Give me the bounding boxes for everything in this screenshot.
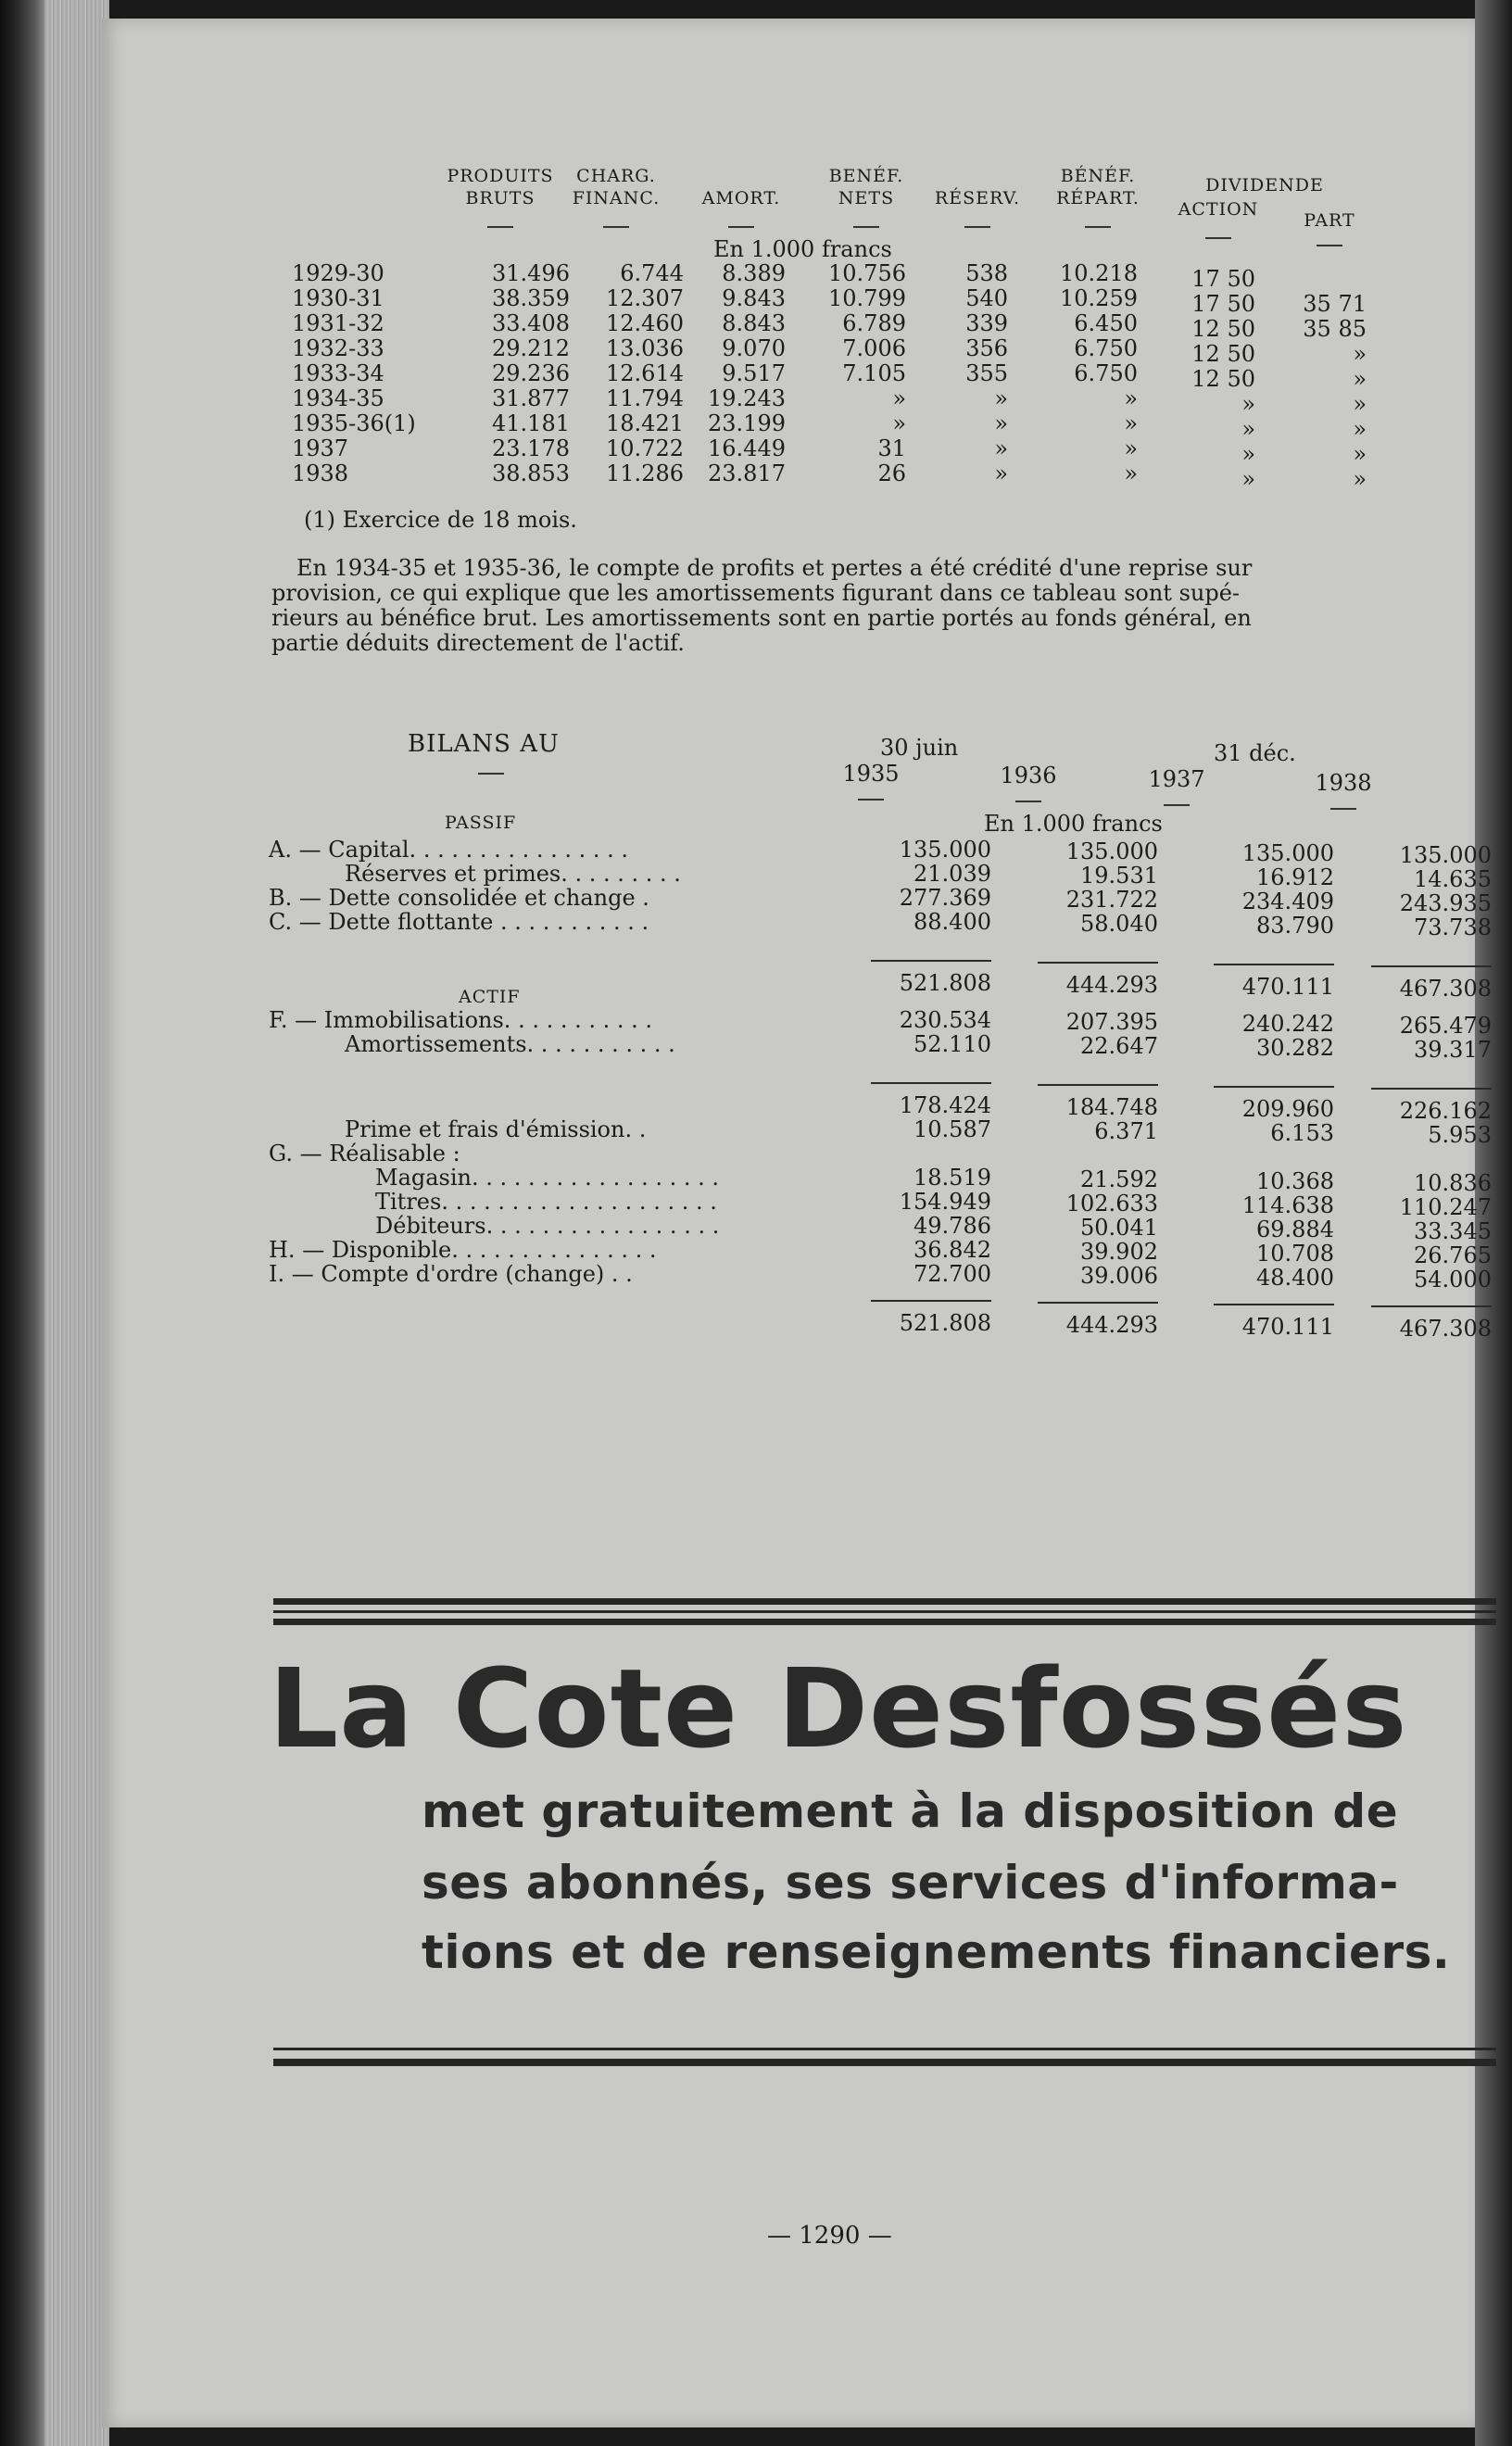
table-cell: 6.744 — [620, 260, 684, 286]
header-dash — [964, 226, 990, 228]
bilan-row-label: Débiteurs. . . . . . . . . . . . . . . . . — [375, 1213, 720, 1239]
paragraph-line: provision, ce qui explique que les amortissements figurant dans ce tableau sont supé- — [271, 580, 1241, 606]
table-cell: » — [1353, 391, 1367, 417]
table-row-year: 1930-31 — [292, 285, 384, 311]
bottom-thick-rule — [273, 2059, 1496, 2066]
table-cell: 17 50 — [1191, 291, 1255, 317]
header-dash — [603, 226, 629, 228]
bilan-cell: 265.479 — [1399, 1013, 1492, 1039]
year-dash — [1330, 808, 1356, 810]
bilan-cell: 39.006 — [1080, 1263, 1158, 1289]
total-cell: 470.111 — [1241, 974, 1334, 1000]
total-rule — [871, 960, 991, 962]
bilan-cell: 72.700 — [914, 1261, 991, 1287]
table-cell: 11.794 — [606, 385, 684, 411]
table-row-year: 1935-36(1) — [292, 410, 416, 436]
date-31-dec: 31 déc. — [1214, 740, 1296, 766]
table-cell: » — [1124, 460, 1138, 486]
bilan-cell: 69.884 — [1256, 1217, 1334, 1242]
table-cell: » — [1241, 466, 1255, 492]
table-cell: 9.843 — [722, 285, 786, 311]
total-rule — [871, 1300, 991, 1302]
table-cell: 29.212 — [492, 335, 570, 361]
table-cell: » — [994, 410, 1008, 436]
header-charg: CHARG. FINANC. — [572, 166, 661, 208]
year-1936: 1936 — [1000, 763, 1057, 788]
table-cell: » — [1353, 366, 1367, 392]
total-rule — [1214, 1086, 1334, 1088]
table-cell: 12.460 — [606, 310, 684, 336]
bilan-cell: 135.000 — [1065, 838, 1158, 864]
table-cell: 9.070 — [722, 335, 786, 361]
ad-line: met gratuitement à la disposition de — [422, 1784, 1399, 1838]
passif-label: PASSIF — [445, 813, 517, 833]
table-cell: 355 — [965, 360, 1008, 386]
bilan-cell: 83.790 — [1256, 913, 1334, 939]
paragraph-line: partie déduits directement de l'actif. — [271, 630, 685, 656]
bilan-cell: 19.531 — [1080, 863, 1158, 889]
table-cell: » — [1241, 391, 1255, 417]
table-cell: 29.236 — [492, 360, 570, 386]
bilan-cell: 39.902 — [1080, 1239, 1158, 1265]
total-rule — [1371, 965, 1492, 967]
total-rule — [1038, 962, 1158, 964]
table-cell: 26 — [877, 460, 906, 486]
table-cell: 7.006 — [842, 335, 906, 361]
paragraph-line: rieurs au bénéfice brut. Les amortissements sont en partie portés au fonds général, en — [271, 605, 1252, 631]
table-cell: 16.449 — [708, 435, 786, 461]
table-cell: 10.799 — [828, 285, 906, 311]
total-rule — [1371, 1305, 1492, 1307]
table-cell: 10.259 — [1060, 285, 1138, 311]
bilan-row-label: Prime et frais d'émission. . — [345, 1116, 647, 1142]
total-cell: 444.293 — [1065, 972, 1158, 998]
bilan-cell: 22.647 — [1080, 1033, 1158, 1059]
table-row-year: 1929-30 — [292, 260, 384, 286]
table-cell: » — [1124, 385, 1138, 411]
year-1938: 1938 — [1315, 770, 1372, 796]
header-produits: PRODUITS BRUTS — [447, 166, 554, 208]
bilan-cell: 21.592 — [1080, 1166, 1158, 1192]
bilan-cell: 10.836 — [1414, 1170, 1492, 1196]
bilans-title: BILANS AU — [408, 730, 560, 758]
total-rule — [1038, 1084, 1158, 1086]
table-cell: 19.243 — [708, 385, 786, 411]
bilan-cell: 33.345 — [1414, 1218, 1492, 1244]
bilan-cell: 230.534 — [899, 1007, 991, 1033]
bilan-cell: 243.935 — [1399, 890, 1492, 916]
table-row-year: 1937 — [292, 435, 349, 461]
bilan-row-label: I. — Compte d'ordre (change) . . — [269, 1261, 633, 1287]
bilan-cell: 21.039 — [914, 861, 991, 887]
bilan-cell: 135.000 — [899, 837, 991, 863]
header-dividende: DIVIDENDE — [1205, 175, 1324, 195]
actif-label: ACTIF — [459, 987, 521, 1007]
bilan-row-label: Magasin. . . . . . . . . . . . . . . . . . — [375, 1165, 720, 1191]
table-cell: 23.178 — [492, 435, 570, 461]
table-cell: 6.750 — [1074, 335, 1138, 361]
table-cell: 12.307 — [606, 285, 684, 311]
year-1937: 1937 — [1148, 766, 1205, 792]
bilan-cell: 154.949 — [899, 1189, 991, 1215]
table-cell: 339 — [965, 310, 1008, 336]
top-thick-rule-2 — [273, 1619, 1496, 1625]
table-cell: 10.218 — [1060, 260, 1138, 286]
bilan-cell: 114.638 — [1241, 1192, 1334, 1218]
bilan-row-label: G. — Réalisable : — [269, 1141, 460, 1166]
total-cell: 178.424 — [899, 1092, 991, 1118]
table-cell: 12 50 — [1191, 341, 1255, 367]
total-cell: 226.162 — [1399, 1098, 1492, 1124]
table-row-year: 1933-34 — [292, 360, 384, 386]
table-cell: 33.408 — [492, 310, 570, 336]
bilan-row-label: H. — Disponible. . . . . . . . . . . . . . . — [269, 1237, 657, 1263]
bilan-cell: 6.371 — [1094, 1118, 1158, 1144]
header-benef-nets: BENÉF. NETS — [828, 166, 904, 208]
bilan-cell: 135.000 — [1399, 842, 1492, 868]
table-cell: 6.450 — [1074, 310, 1138, 336]
table-cell: 6.750 — [1074, 360, 1138, 386]
table-cell: » — [994, 435, 1008, 461]
table-cell: » — [1241, 416, 1255, 442]
table-cell: 18.421 — [606, 410, 684, 436]
table-cell: 7.105 — [842, 360, 906, 386]
bilan-row-label: Amortissements. . . . . . . . . . . — [345, 1031, 675, 1057]
header-action: ACTION — [1178, 199, 1259, 220]
bilan-cell: 54.000 — [1414, 1267, 1492, 1292]
table-cell: 31.877 — [492, 385, 570, 411]
table-cell: » — [1353, 441, 1367, 467]
document-page — [102, 19, 1492, 2427]
ad-line: ses abonnés, ses services d'informa- — [422, 1856, 1399, 1910]
header-reserv: RÉSERV. — [934, 188, 1021, 208]
bilan-cell: 26.765 — [1414, 1242, 1492, 1268]
table-cell: » — [1124, 435, 1138, 461]
table-cell: 8.389 — [722, 260, 786, 286]
bilan-cell: 88.400 — [914, 909, 991, 935]
bilan-row-label: F. — Immobilisations. . . . . . . . . . . — [269, 1007, 653, 1033]
book-spine — [0, 0, 44, 2446]
table-cell: 38.359 — [492, 285, 570, 311]
total-cell: 467.308 — [1399, 1316, 1492, 1342]
table-row-year: 1931-32 — [292, 310, 384, 336]
bilan-cell: 207.395 — [1065, 1009, 1158, 1035]
page-number: — 1290 — — [767, 2222, 892, 2250]
total-rule — [1214, 964, 1334, 965]
bilan-row-label: C. — Dette flottante . . . . . . . . . . . — [269, 909, 649, 935]
year-dash — [1015, 801, 1041, 802]
bilan-cell: 231.722 — [1065, 887, 1158, 913]
table-cell: 8.843 — [722, 310, 786, 336]
bilan-cell: 10.587 — [914, 1116, 991, 1142]
bilan-cell: 135.000 — [1241, 840, 1334, 866]
table-cell: » — [892, 385, 906, 411]
total-rule — [1371, 1088, 1492, 1090]
bilan-cell: 234.409 — [1241, 889, 1334, 914]
bilan-row-label: Réserves et primes. . . . . . . . . — [345, 861, 681, 887]
table-cell: » — [1353, 466, 1367, 492]
bilan-row-label: Titres. . . . . . . . . . . . . . . . . . . . — [375, 1189, 717, 1215]
header-amort: AMORT. — [701, 188, 781, 208]
table-cell: 41.181 — [492, 410, 570, 436]
bilan-cell: 30.282 — [1256, 1035, 1334, 1061]
table-cell: » — [1353, 416, 1367, 442]
bilan-cell: 277.369 — [899, 885, 991, 911]
bilan-cell: 49.786 — [914, 1213, 991, 1239]
table-cell: » — [1124, 410, 1138, 436]
total-cell: 470.111 — [1241, 1314, 1334, 1340]
title-dash — [478, 773, 504, 775]
table-cell: 35 85 — [1303, 316, 1367, 342]
table-cell: » — [994, 385, 1008, 411]
total-cell: 444.293 — [1065, 1312, 1158, 1338]
table-cell: 9.517 — [722, 360, 786, 386]
table-row-year: 1932-33 — [292, 335, 384, 361]
bilan-cell: 73.738 — [1414, 914, 1492, 940]
table-cell: 12 50 — [1191, 366, 1255, 392]
bilan-row-label: B. — Dette consolidée et change . — [269, 885, 649, 911]
total-cell: 209.960 — [1241, 1096, 1334, 1122]
total-cell: 521.808 — [899, 970, 991, 996]
bilan-cell: 39.317 — [1414, 1037, 1492, 1063]
table-cell: 540 — [965, 285, 1008, 311]
table-cell: » — [994, 460, 1008, 486]
table-cell: 35 71 — [1303, 291, 1367, 317]
header-dash — [1085, 226, 1111, 228]
bilan-cell: 58.040 — [1080, 911, 1158, 937]
table-cell: » — [892, 410, 906, 436]
paragraph-line: En 1934-35 et 1935-36, le compte de profits et pertes a été crédité d'une reprise sur — [296, 555, 1253, 581]
table-cell: 13.036 — [606, 335, 684, 361]
date-30-juin: 30 juin — [880, 735, 959, 761]
total-rule — [1214, 1304, 1334, 1305]
table-cell: 6.789 — [842, 310, 906, 336]
bilan-cell: 6.153 — [1270, 1120, 1334, 1146]
footnote: (1) Exercice de 18 mois. — [304, 507, 577, 533]
header-benef-repart: BÉNÉF. RÉPART. — [1056, 166, 1140, 208]
bottom-thin-rule — [273, 2048, 1496, 2050]
top-thick-rule — [273, 1598, 1496, 1605]
header-part: PART — [1304, 210, 1355, 231]
table-cell: 38.853 — [492, 460, 570, 486]
header-dash — [728, 226, 754, 228]
table-cell: 12 50 — [1191, 316, 1255, 342]
total-cell: 521.808 — [899, 1310, 991, 1336]
year-1935: 1935 — [842, 761, 900, 787]
bilan-cell: 36.842 — [914, 1237, 991, 1263]
table-cell: 10.756 — [828, 260, 906, 286]
page-edges — [44, 0, 109, 2446]
table-cell: 10.722 — [606, 435, 684, 461]
table-cell: 23.199 — [708, 410, 786, 436]
bilan-cell: 52.110 — [914, 1031, 991, 1057]
total-cell: 184.748 — [1065, 1094, 1158, 1120]
ad-title: La Cote Desfossés — [269, 1645, 1408, 1772]
table-cell: » — [1241, 441, 1255, 467]
bilan-cell: 14.635 — [1414, 866, 1492, 892]
table-row-year: 1934-35 — [292, 385, 384, 411]
total-rule — [871, 1082, 991, 1084]
table-cell: » — [1353, 341, 1367, 367]
year-dash — [1164, 804, 1190, 806]
table-cell: 31 — [877, 435, 906, 461]
table-cell: 11.286 — [606, 460, 684, 486]
bilan-row-label: A. — Capital. . . . . . . . . . . . . . . . — [269, 837, 629, 863]
table-row-year: 1938 — [292, 460, 349, 486]
bilan-cell: 10.368 — [1256, 1168, 1334, 1194]
bilan-cell: 102.633 — [1065, 1191, 1158, 1217]
header-dash — [1317, 245, 1342, 246]
total-cell: 467.308 — [1399, 976, 1492, 1002]
bilan-cell: 18.519 — [914, 1165, 991, 1191]
year-dash — [858, 799, 884, 801]
table-cell: 12.614 — [606, 360, 684, 386]
bilans-unit: En 1.000 francs — [984, 811, 1163, 837]
table-cell: 31.496 — [492, 260, 570, 286]
header-dash — [487, 226, 513, 228]
table-cell: 23.817 — [708, 460, 786, 486]
header-dash — [1205, 237, 1231, 239]
bilan-cell: 5.953 — [1428, 1122, 1492, 1148]
bilan-cell: 50.041 — [1080, 1215, 1158, 1241]
ad-line: tions et de renseignements financiers. — [422, 1925, 1451, 1979]
bilan-cell: 10.708 — [1256, 1241, 1334, 1267]
top-thin-rule — [273, 1610, 1496, 1613]
table-cell: 538 — [965, 260, 1008, 286]
bilan-cell: 110.247 — [1399, 1194, 1492, 1220]
table-cell: 356 — [965, 335, 1008, 361]
total-rule — [1038, 1302, 1158, 1304]
bilan-cell: 240.242 — [1241, 1011, 1334, 1037]
bilan-cell: 16.912 — [1256, 864, 1334, 890]
header-dash — [853, 226, 879, 228]
table1-unit: En 1.000 francs — [713, 236, 892, 262]
bilan-cell: 48.400 — [1256, 1265, 1334, 1291]
table-cell: 17 50 — [1191, 266, 1255, 292]
